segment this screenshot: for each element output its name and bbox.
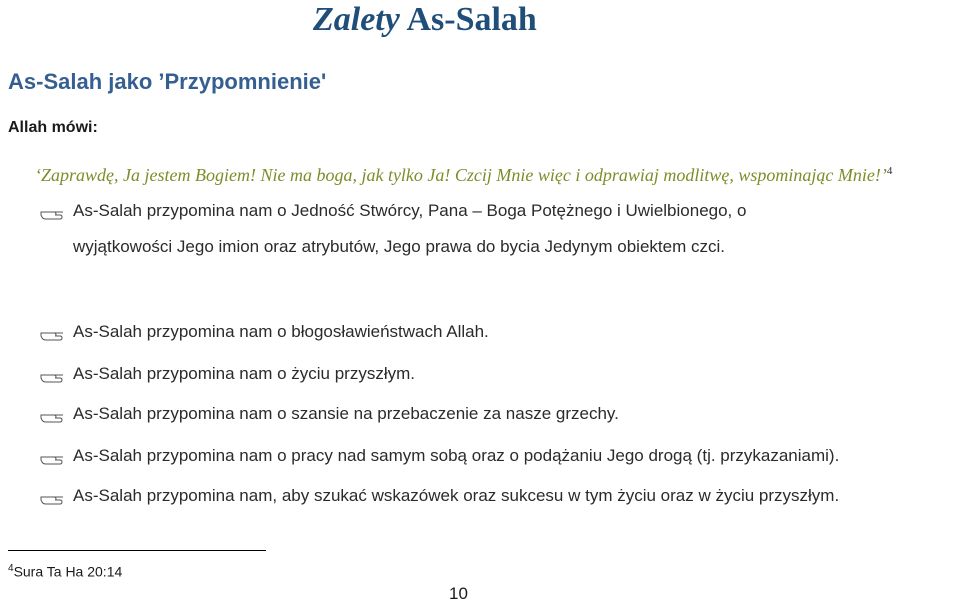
page-number: 10 [449, 584, 468, 603]
footnote-divider [8, 550, 266, 551]
document-title [313, 0, 537, 40]
bullet-line-1: As-Salah przypomina nam o Jedność Stwórcy, Pana – Boga Potężnego i Uwielbionego, o [73, 201, 747, 220]
footnote-marker: 4 [8, 563, 14, 574]
section-heading: As-Salah jako ’Przypomnienie' [8, 69, 327, 94]
bullet-text: As-Salah przypomina nam o życiu przyszłym. [73, 364, 416, 383]
pointing-hand-icon [40, 449, 64, 467]
bullet-line-2: wyjątkowości Jego imion oraz atrybutów, Jego prawa do bycia Jedynym obiektem czci. [73, 237, 725, 256]
bullet-text: As-Salah przypomina nam, aby szukać wskazówek oraz sukcesu w tym życiu oraz w życiu przyszłym. [73, 486, 840, 505]
quote-text: ‘Zaprawdę, Ja jestem Bogiem! Nie ma boga, jak tylko Ja! Czcij Mnie więc i odprawiaj modlitwę, wspominając Mnie!’ [35, 165, 887, 185]
quran-quote [35, 160, 892, 186]
footnote-text: Sura Ta Ha 20:14 [13, 563, 123, 580]
pointing-hand-icon [40, 489, 64, 507]
intro-text: Allah mówi: [8, 119, 98, 136]
bullet-text: As-Salah przypomina nam o błogosławieństwach Allah. [73, 322, 489, 341]
pointing-hand-icon [40, 204, 64, 222]
footnote [8, 563, 122, 580]
bullet-text: As-Salah przypomina nam o szansie na przebaczenie za nasze grzechy. [73, 404, 619, 423]
pointing-hand-icon [40, 367, 64, 385]
title-rest: As-Salah [406, 1, 537, 38]
quote-footnote-marker: 4 [886, 165, 893, 177]
bullet-text: As-Salah przypomina nam o pracy nad samym sobą oraz o podążaniu Jego drogą (tj. przykazaniami). [73, 446, 840, 465]
pointing-hand-icon [40, 407, 64, 425]
pointing-hand-icon [40, 325, 64, 343]
title-italic-part: Zalety [313, 1, 400, 38]
